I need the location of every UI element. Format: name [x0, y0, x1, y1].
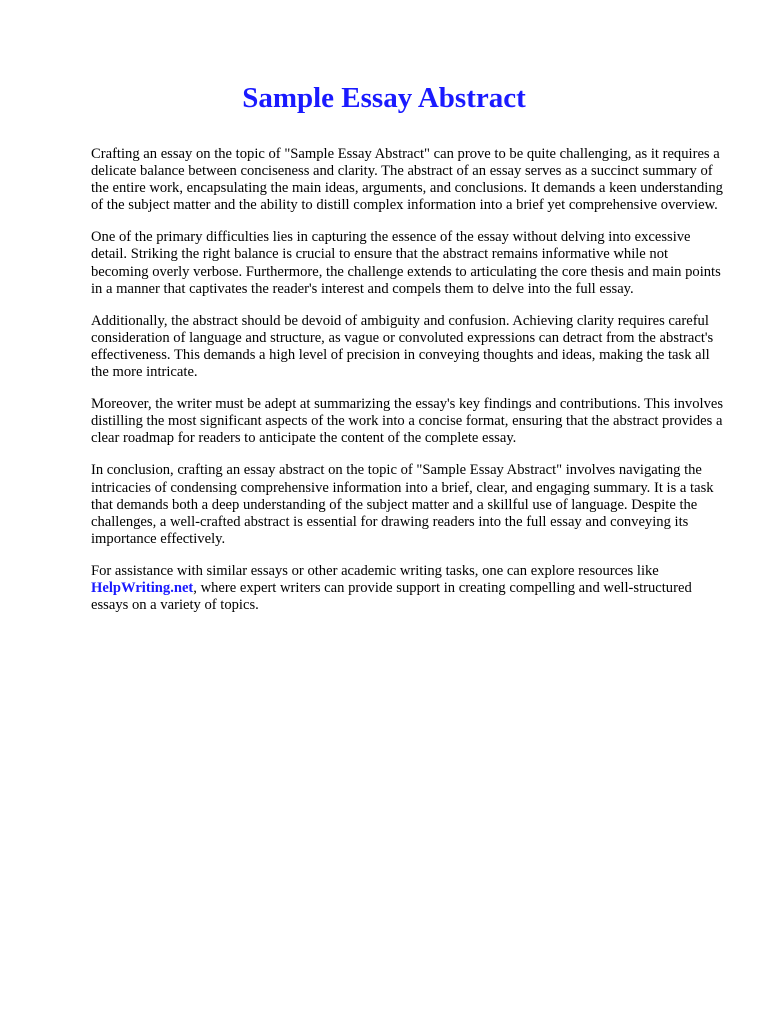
paragraph-conclusion: In conclusion, crafting an essay abstract on the topic of "Sample Essay Abstract" involves navigating the intricacies of condensing comprehensive information into a brief, clear, and engaging summary. It is a task that demands both a deep understanding of the subject matter and a skillful use of language. Despite the challenges, a well-crafted abstract is essential for drawing readers into the full essay and conveying its importance effectively.: [91, 462, 714, 547]
document-body: [91, 146, 727, 629]
paragraph-closing: [91, 563, 727, 614]
paragraph-intro: Crafting an essay on the topic of "Sample Essay Abstract" can prove to be quite challenging, as it requires a delicate balance between conciseness and clarity. The abstract of an essay serves as a succinct summary of the entire work, encapsulating the main ideas, arguments, and conclusions. It demands a keen understanding of the subject matter and the ability to distill complex information into a brief yet comprehensive overview.: [91, 146, 723, 214]
paragraph-summarizing: Moreover, the writer must be adept at summarizing the essay's key findings and contributions. This involves distilling the most significant aspects of the work into a concise format, ensuring that the abstract provides a clear roadmap for readers to anticipate the content of the complete essay.: [91, 396, 724, 447]
paragraph-difficulties: One of the primary difficulties lies in capturing the essence of the essay without delving into excessive detail. Striking the right balance is crucial to ensure that the abstract remains informative while not becoming overly verbose. Furthermore, the challenge extends to articulating the core thesis and main points in a manner that captivates the reader's interest and compels them to delve into the full essay.: [91, 229, 721, 297]
document-title: Sample Essay Abstract: [242, 82, 526, 114]
closing-text-before-link: For assistance with similar essays or other academic writing tasks, one can explore resources like: [91, 562, 659, 579]
paragraph-clarity: Additionally, the abstract should be devoid of ambiguity and confusion. Achieving clarity requires careful consideration of language and structure, as vague or convoluted expressions can detract from the abstract's effectiveness. This demands a high level of precision in conveying thoughts and ideas, making the task all the more intricate.: [91, 312, 714, 381]
helpwriting-link[interactable]: HelpWriting.net: [91, 579, 194, 596]
closing-text-after-link: , where expert writers can provide support in creating compelling and well-structured essays on a variety of topics.: [91, 579, 692, 614]
